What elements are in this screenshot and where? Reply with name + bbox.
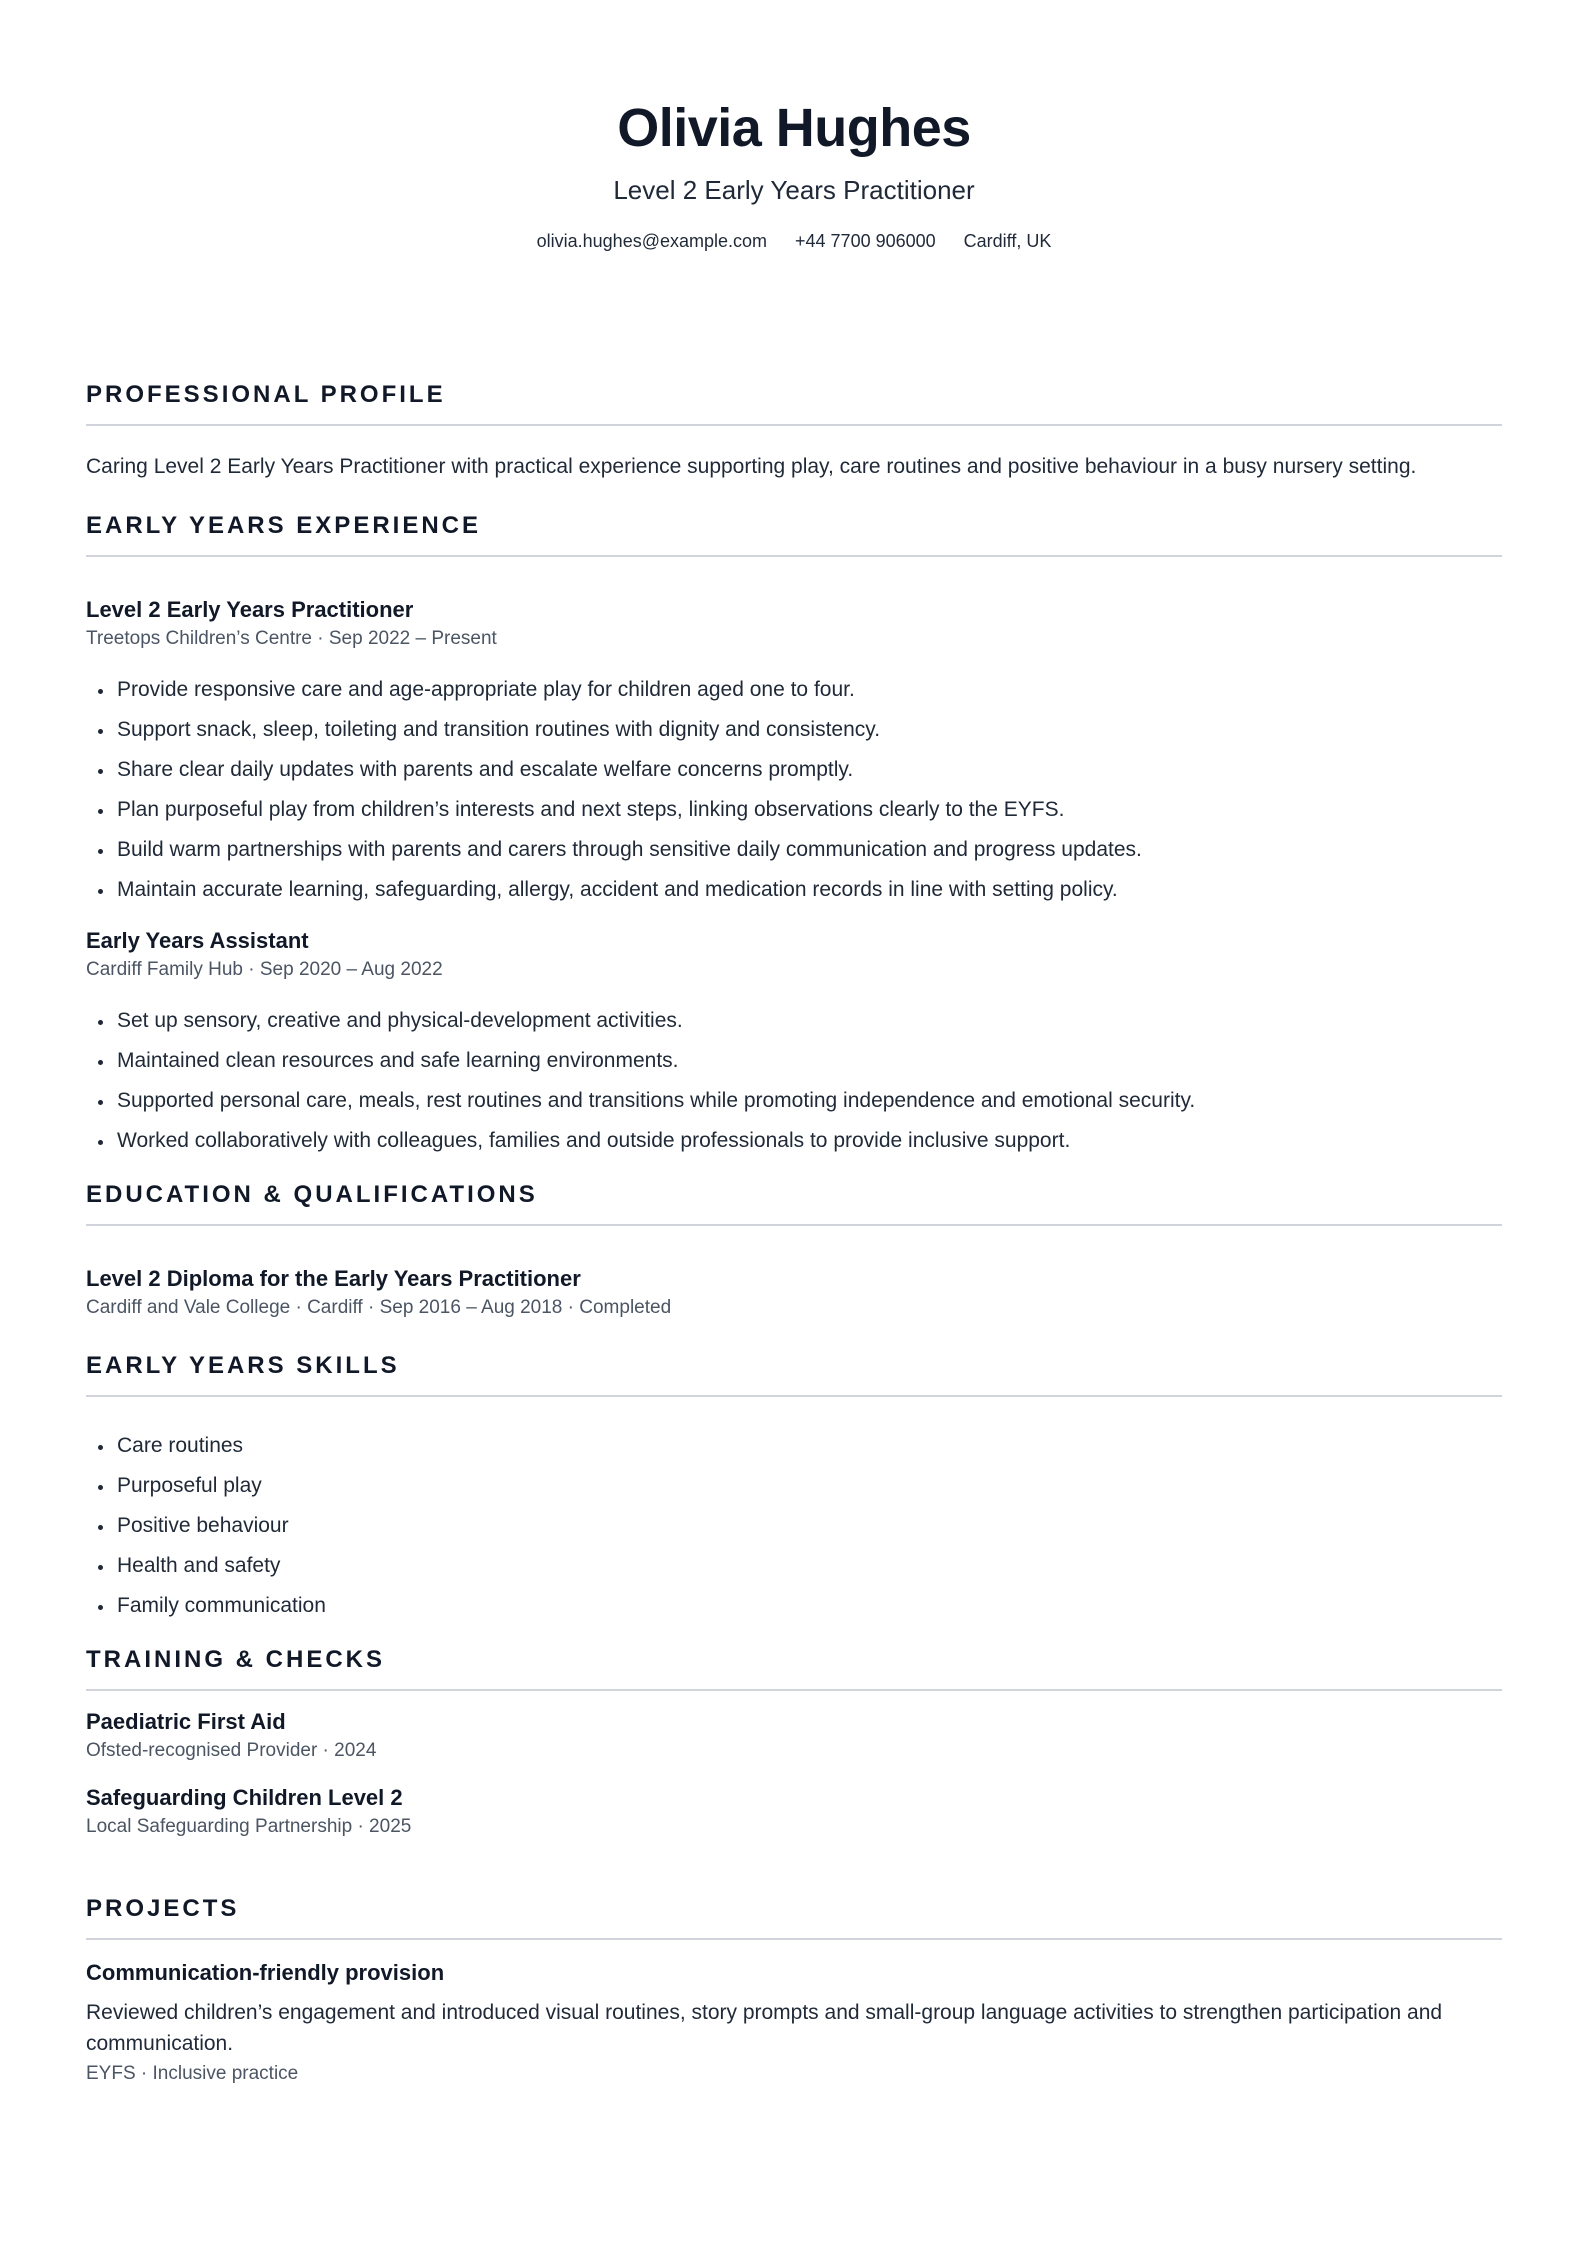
- section-title-profile: PROFESSIONAL PROFILE: [86, 380, 1502, 426]
- section-title-education: EDUCATION & QUALIFICATIONS: [86, 1180, 1502, 1226]
- contact-location: Cardiff, UK: [963, 231, 1052, 251]
- training-meta: Ofsted-recognised Provider · 2024: [86, 1740, 377, 1761]
- training-title: Paediatric First Aid: [86, 1709, 286, 1734]
- contact-email: olivia.hughes@example.com: [536, 231, 768, 251]
- job-title: Early Years Assistant: [86, 928, 309, 953]
- project-tags: EYFS · Inclusive practice: [86, 2063, 299, 2084]
- profile-section: [86, 380, 1502, 482]
- list-item: • Supported personal care, meals, rest routines and transitions while promoting independence and emotional security.: [115, 1085, 1502, 1116]
- project-entry: [86, 1959, 1502, 2087]
- job-bullets: [86, 1005, 1502, 1156]
- list-item: • Build warm partnerships with parents and carers through sensitive daily communication and progress updates.: [115, 834, 1502, 865]
- qualification-meta: Cardiff and Vale College · Cardiff · Sep 2016 – Aug 2018 · Completed: [86, 1297, 672, 1318]
- project-title: Communication-friendly provision: [86, 1960, 445, 1985]
- skills-list: [86, 1430, 1502, 1621]
- contact-phone: +44 7700 906000: [795, 231, 936, 251]
- training-entry: [86, 1784, 1502, 1840]
- projects-section: [86, 1894, 1502, 2087]
- job-meta: Treetops Children’s Centre · Sep 2022 – Present: [86, 628, 497, 649]
- contact-line: [86, 230, 1502, 252]
- skill-item: • Health and safety: [115, 1550, 1502, 1581]
- profile-text: Caring Level 2 Early Years Practitioner with practical experience supporting play, care routines and positive behaviour in a busy nursery setting.: [86, 455, 1417, 478]
- list-item: • Provide responsive care and age-appropriate play for children aged one to four.: [115, 674, 1502, 705]
- training-entry: [86, 1708, 1502, 1764]
- section-title-experience: EARLY YEARS EXPERIENCE: [86, 511, 1502, 557]
- skill-item: • Purposeful play: [115, 1470, 1502, 1501]
- resume-header: [86, 0, 1502, 252]
- list-item: • Set up sensory, creative and physical-development activities.: [115, 1005, 1502, 1036]
- education-section: [86, 1180, 1502, 1321]
- list-item: • Maintained clean resources and safe learning environments.: [115, 1045, 1502, 1076]
- job-meta: Cardiff Family Hub · Sep 2020 – Aug 2022: [86, 959, 443, 980]
- skills-section: [86, 1351, 1502, 1621]
- candidate-name: Olivia Hughes: [617, 98, 971, 158]
- skill-item: • Family communication: [115, 1590, 1502, 1621]
- skill-item: • Care routines: [115, 1430, 1502, 1461]
- list-item: • Share clear daily updates with parents and escalate welfare concerns promptly.: [115, 754, 1502, 785]
- job-entry: [86, 927, 1502, 1156]
- candidate-role: Level 2 Early Years Practitioner: [613, 175, 975, 205]
- education-entry: [86, 1265, 1502, 1321]
- list-item: • Support snack, sleep, toileting and transition routines with dignity and consistency.: [115, 714, 1502, 745]
- job-title: Level 2 Early Years Practitioner: [86, 597, 414, 622]
- training-meta: Local Safeguarding Partnership · 2025: [86, 1816, 412, 1837]
- project-description: Reviewed children’s engagement and introduced visual routines, story prompts and small-group language activities to strengthen participation and communication.: [86, 2001, 1443, 2055]
- skill-item: • Positive behaviour: [115, 1510, 1502, 1541]
- experience-section: [86, 511, 1502, 1156]
- section-title-projects: PROJECTS: [86, 1894, 1502, 1940]
- list-item: • Maintain accurate learning, safeguarding, allergy, accident and medication records in line with setting policy.: [115, 874, 1502, 905]
- list-item: • Plan purposeful play from children’s interests and next steps, linking observations clearly to the EYFS.: [115, 794, 1502, 825]
- qualification-title: Level 2 Diploma for the Early Years Practitioner: [86, 1266, 581, 1291]
- training-title: Safeguarding Children Level 2: [86, 1785, 403, 1810]
- job-entry: [86, 596, 1502, 905]
- section-title-skills: EARLY YEARS SKILLS: [86, 1351, 1502, 1397]
- section-title-training: TRAINING & CHECKS: [86, 1645, 1502, 1691]
- job-bullets: [86, 674, 1502, 905]
- list-item: • Worked collaboratively with colleagues, families and outside professionals to provide inclusive support.: [115, 1125, 1502, 1156]
- training-section: [86, 1645, 1502, 1840]
